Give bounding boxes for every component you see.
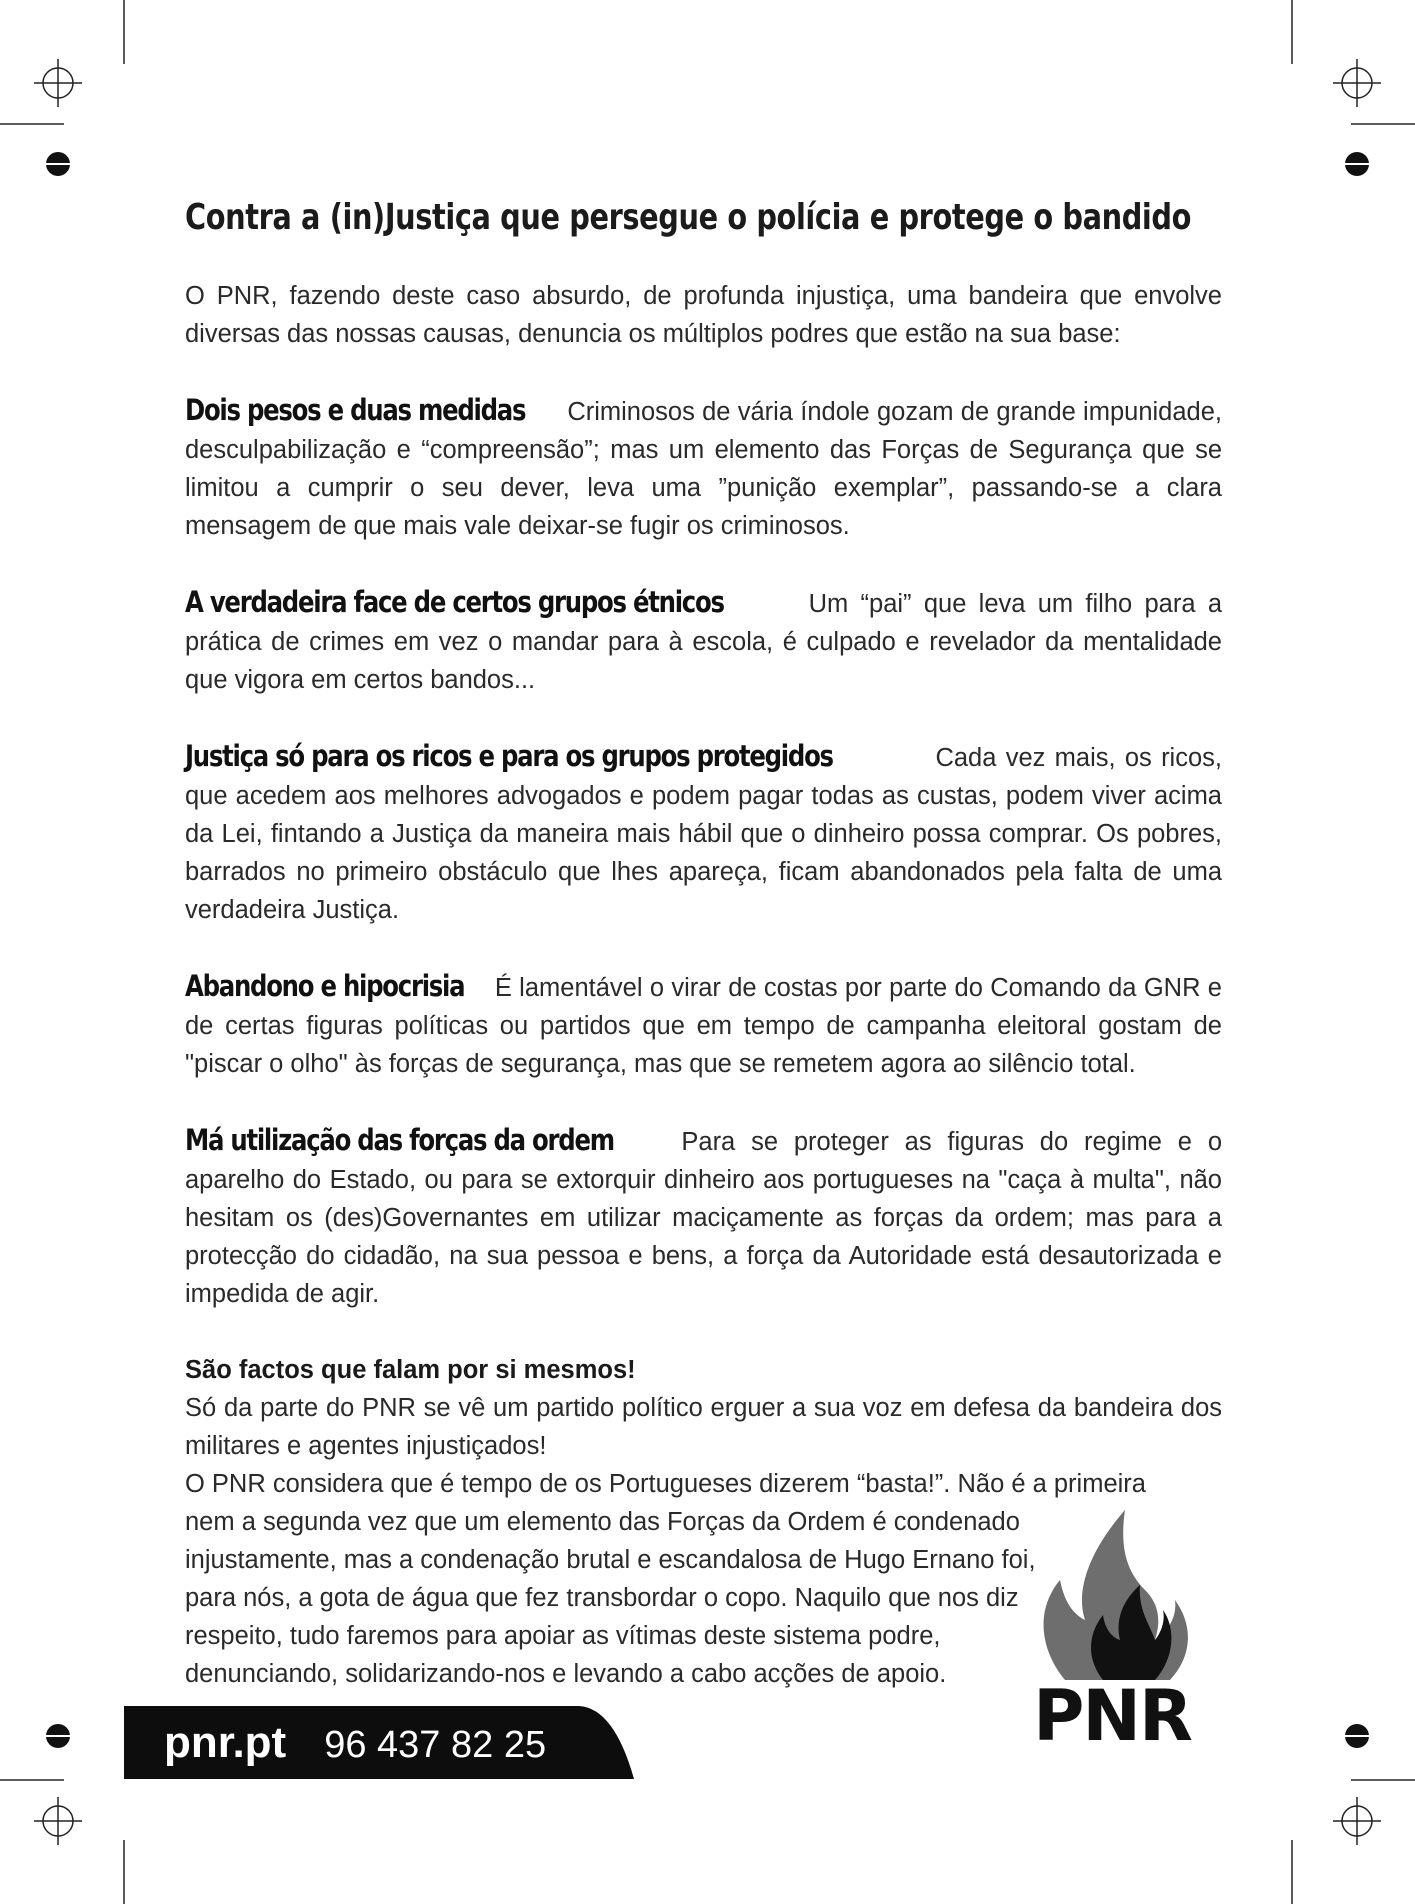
- section-heading: A verdadeira face de certos grupos étnicos: [185, 585, 724, 619]
- section-paragraph: [185, 737, 1222, 929]
- registration-target-icon: [1333, 59, 1381, 107]
- closing-line: Só da parte do PNR se vê um partido político erguer a sua voz em defesa da bandeira dos militares e agentes injustiçados!: [185, 1394, 1222, 1460]
- section-paragraph: [185, 967, 1222, 1083]
- closing-line: nem a segunda vez que um elemento das Forças da Ordem é condenado: [185, 1508, 1020, 1536]
- section-body: Um “pai” que leva um filho para a prática de crimes em vez o mandar para à escola, é culpado e revelador da mentalidade que vigora em certos bandos...: [185, 590, 1222, 694]
- registration-target-icon: [1333, 1797, 1381, 1845]
- registration-target-icon: [34, 59, 82, 107]
- closing-line: respeito, tudo faremos para apoiar as vítimas deste sistema podre,: [185, 1622, 941, 1650]
- closing-line: O PNR considera que é tempo de os Portugueses dizerem “basta!”. Não é a primeira: [185, 1470, 1146, 1498]
- intro-paragraph: O PNR, fazendo deste caso absurdo, de profunda injustiça, uma bandeira que envolve diversas das nossas causas, denuncia os múltiplos podres que estão na sua base:: [185, 282, 1222, 348]
- closing-line: injustamente, mas a condenação brutal e escandalosa de Hugo Ernano foi,: [185, 1546, 1036, 1574]
- logo-text: PNR: [1033, 1675, 1191, 1750]
- registration-dot-icon: [1343, 1724, 1371, 1748]
- section-heading: Dois pesos e duas medidas: [185, 393, 526, 427]
- section-body: Cada vez mais, os ricos, que acedem aos melhores advogados e podem pagar todas as custas, podem viver acima da Lei, fintando a Justiça da maneira mais hábil que o dinheiro possa comprar. Os pobres, barrados no primeiro obstáculo que lhes apareça, ficam abandonados pela falta de uma verdadeira Justiça.: [185, 744, 1222, 924]
- closing-line: para nós, a gota de água que fez transbordar o copo. Naquilo que nos diz: [185, 1584, 1019, 1612]
- registration-dot-icon: [1343, 152, 1371, 176]
- section-paragraph: [185, 391, 1222, 545]
- section-heading: Abandono e hipocrisia: [185, 969, 465, 1003]
- flame-icon: [1044, 1510, 1188, 1680]
- registration-target-icon: [34, 1797, 82, 1845]
- pnr-logo: [1005, 1490, 1220, 1750]
- page-title: Contra a (in)Justiça que persegue o polícia e protege o bandido: [185, 197, 1191, 238]
- article-body: [185, 277, 1222, 1693]
- section-body: Criminosos de vária índole gozam de grande impunidade, desculpabilização e “compreensão”; mas um elemento das Forças de Segurança que se limitou a cumprir o seu dever, leva uma ”punição exemplar”, passando-se a clara mensagem de que mais vale deixar-se fugir os criminosos.: [185, 398, 1222, 540]
- section-paragraph: [185, 583, 1222, 699]
- registration-dot-icon: [44, 1724, 72, 1748]
- section-body: Para se proteger as figuras do regime e o aparelho do Estado, ou para se extorquir dinheiro aos portugueses na "caça à multa", não hesitam os (des)Governantes em utilizar maciçamente as forças da ordem; mas para a protecção do cidadão, na sua pessoa e bens, a força da Autoridade está desautorizada e impedida de agir.: [185, 1128, 1222, 1308]
- section-paragraph: [185, 1121, 1222, 1313]
- section-heading: Justiça só para os ricos e para os grupos protegidos: [185, 739, 833, 773]
- footer-contact: [164, 1706, 546, 1779]
- footer-website-link[interactable]: pnr.pt: [164, 1718, 287, 1767]
- footer-phone: 96 437 82 25: [324, 1724, 547, 1766]
- registration-dot-icon: [44, 152, 72, 176]
- closing-heading: São factos que falam por si mesmos!: [185, 1356, 636, 1384]
- section-heading: Má utilização das forças da ordem: [185, 1123, 614, 1157]
- closing-line: denunciando, solidarizando-nos e levando a cabo acções de apoio.: [185, 1660, 947, 1688]
- section-body: É lamentável o virar de costas por parte do Comando da GNR e de certas figuras políticas ou partidos que em tempo de campanha eleitoral gostam de "piscar o olho" às forças de segurança, mas que se remetem agora ao silêncio total.: [185, 974, 1222, 1078]
